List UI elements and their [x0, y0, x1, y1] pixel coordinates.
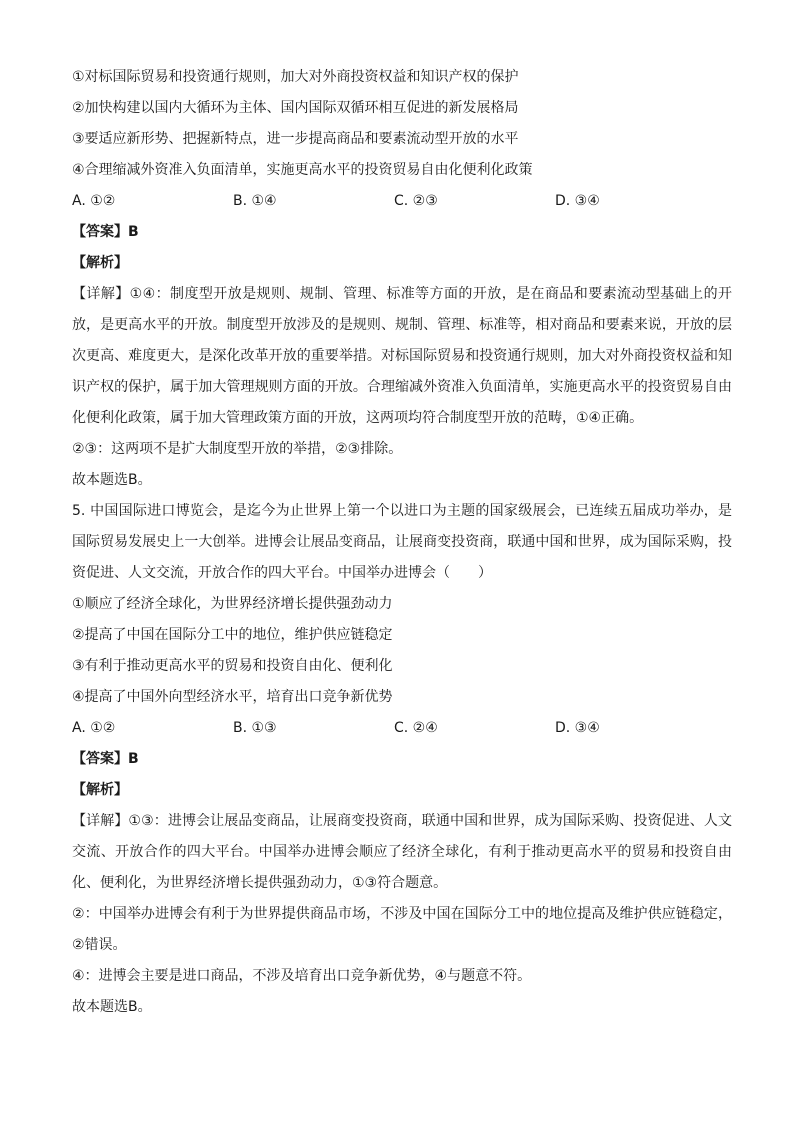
q5-detail-irrelevant: ④：进博会主要是进口商品，不涉及培育出口竞争新优势，④与题意不符。 [72, 968, 532, 984]
q4-choice-c: C. ②③ [394, 193, 438, 209]
q5-choice-a: A. ①② [72, 720, 116, 736]
q5-stem: 5. 中国国际进口博览会，是迄今为止世界上第一个以进口为主题的国家级展会，已连续五届成功举办，是国际贸易发展史上一大创举。进博会让展品变商品，让展商变投资商，联通中国和世界，成为国际采购，投资促进、人文交流，开放合作的四大平台。中国举办进博会（ ） [72, 503, 732, 581]
q5-option-1: ①顺应了经济全球化，为世界经济增长提供强劲动力 [72, 596, 393, 612]
q5-choices [72, 713, 732, 744]
q5-option-2: ②提高了中国在国际分工中的地位，维护供应链稳定 [72, 627, 393, 643]
q4-option-2: ②加快构建以国内大循环为主体、国内国际双循环相互促进的新发展格局 [72, 100, 519, 116]
q5-conclusion: 故本题选B。 [72, 999, 152, 1015]
q5-answer: 【答案】B [72, 751, 139, 767]
q4-option-1: ①对标国际贸易和投资通行规则，加大对外商投资权益和知识产权的保护 [72, 69, 519, 85]
q5-option-4: ④提高了中国外向型经济水平，培育出口竞争新优势 [72, 689, 393, 705]
q4-detail-paragraph: 【详解】①④：制度型开放是规则、规制、管理、标准等方面的开放，是在商品和要素流动型基础上的开放，是更高水平的开放。制度型开放涉及的是规则、规制、管理、标准等，相对商品和要素来说，开放的层次更高、难度更大，是深化改革开放的重要举措。对标国际贸易和投资通行规则，加大对外商投资权益和知识产权的保护，属于加大管理规则方面的开放。合理缩减外资准入负面清单，实施更高水平的投资贸易自由化便利化政策，属于加大管理政策方面的开放，这两项均符合制度型开放的范畴，①④正确。 [72, 286, 732, 426]
document-page [72, 62, 732, 1023]
q4-detail-exclusion: ②③：这两项不是扩大制度型开放的举措，②③排除。 [72, 441, 403, 457]
q4-answer: 【答案】B [72, 224, 139, 240]
q5-detail-wrong: ②：中国举办进博会有利于为世界提供商品市场，不涉及中国在国际分工中的地位提高及维护供应链稳定，②错误。 [72, 906, 732, 953]
q4-option-3: ③要适应新形势、把握新特点，进一步提高商品和要素流动型开放的水平 [72, 131, 519, 147]
q4-choice-a: A. ①② [72, 193, 116, 209]
q5-detail-paragraph: 【详解】①③：进博会让展品变商品，让展商变投资商，联通中国和世界，成为国际采购、投资促进、人文交流、开放合作的四大平台。中国举办进博会顺应了经济全球化，有利于推动更高水平的贸易和投资自由化、便利化，为世界经济增长提供强劲动力，①③符合题意。 [72, 813, 732, 891]
q4-analysis-label: 【解析】 [72, 255, 128, 271]
q4-choice-b: B. ①④ [233, 193, 277, 209]
q5-choice-d: D. ③④ [555, 720, 600, 736]
q4-choices [72, 186, 732, 217]
q5-choice-b: B. ①③ [233, 720, 277, 736]
q4-option-4: ④合理缩减外资准入负面清单，实施更高水平的投资贸易自由化便利化政策 [72, 162, 533, 178]
q5-choice-c: C. ②④ [394, 720, 438, 736]
q4-conclusion: 故本题选B。 [72, 472, 152, 488]
q5-analysis-label: 【解析】 [72, 782, 128, 798]
q4-choice-d: D. ③④ [555, 193, 600, 209]
q5-option-3: ③有利于推动更高水平的贸易和投资自由化、便利化 [72, 658, 393, 674]
